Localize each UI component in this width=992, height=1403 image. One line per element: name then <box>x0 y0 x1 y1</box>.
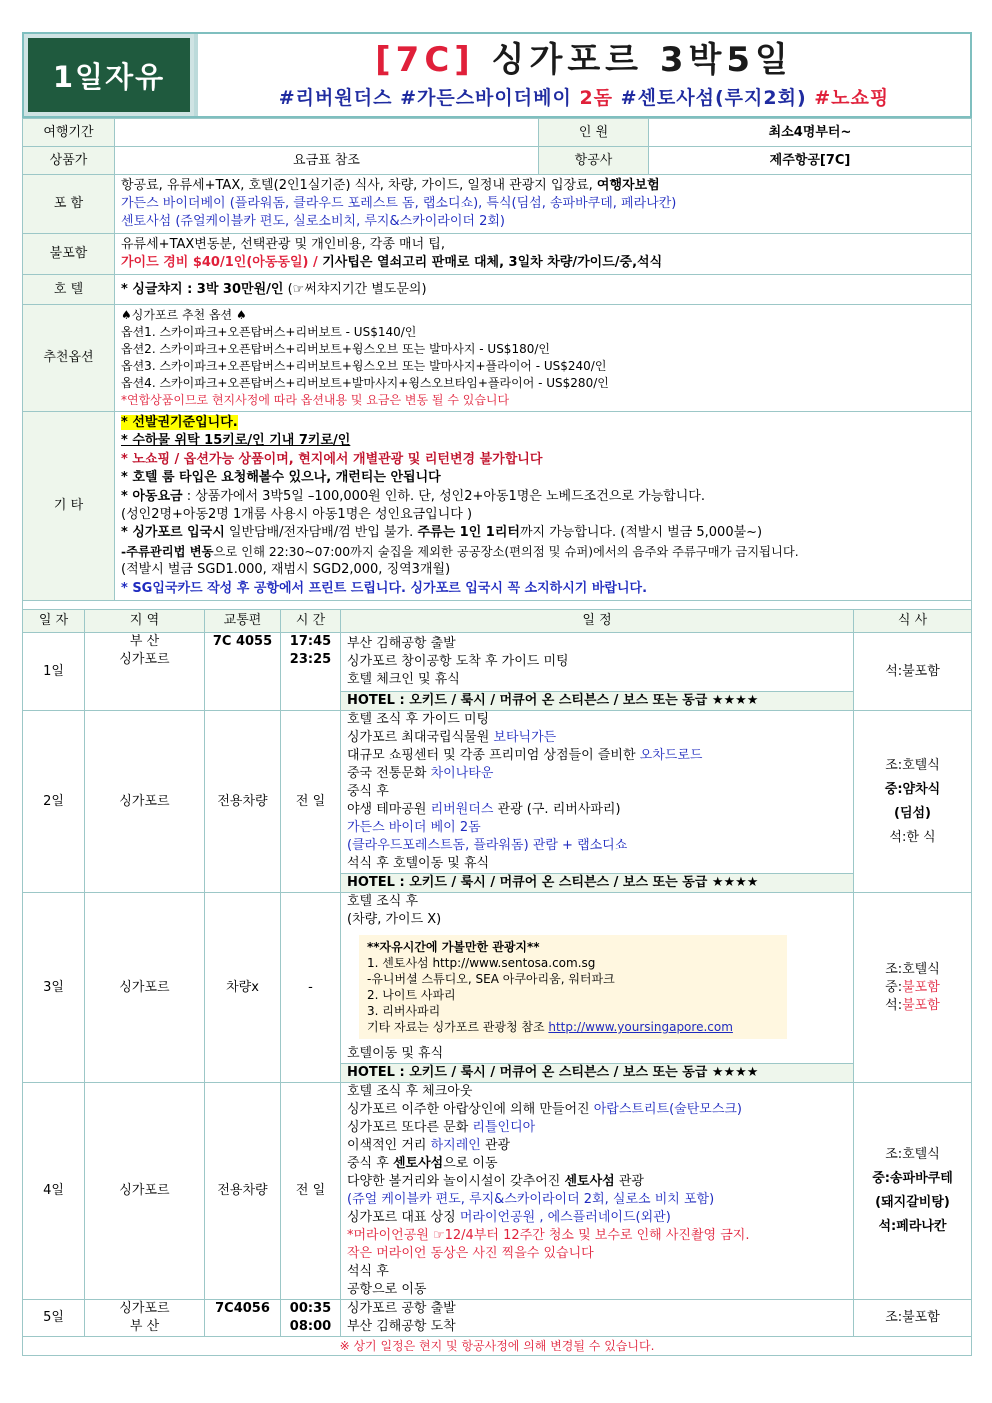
airline-label: 항공사 <box>539 147 649 175</box>
meal-line: (딤섬) <box>894 805 931 821</box>
itinerary-line: 석식 후 호텔이동 및 휴식 <box>347 856 490 872</box>
col-transport: 교통편 <box>205 610 281 633</box>
itinerary-line: 부산 김해공항 도착 <box>347 1319 456 1335</box>
line-text: 중국 전통문화 <box>347 766 431 782</box>
hotel-line: HOTEL : 오키드 / 룩시 / 머큐어 온 스티븐스 / 보스 또는 동급 ★★★★ <box>341 1064 854 1083</box>
day-number: 4일 <box>23 1083 85 1300</box>
surcharge-note: (☞써챠지기간 별도문의) <box>283 281 427 297</box>
day-transport: 7C 4055 <box>205 633 281 711</box>
free-box-line: 2. 나이트 사파리 <box>367 988 456 1003</box>
time-text: 23:25 <box>289 652 332 668</box>
entry-label: * 싱가포르 입국시 <box>121 525 225 541</box>
line-text: 중식 후 <box>347 1156 393 1172</box>
single-charge: * 싱글챠지 : 3박 30만원/인 <box>121 281 284 297</box>
price-value: 요금표 참조 <box>115 147 539 175</box>
place-name: 센토사섬 <box>392 1156 444 1172</box>
hotel-label: 호 텔 <box>23 275 115 305</box>
itinerary-line <box>347 1101 847 1119</box>
info-row-etc <box>23 412 972 601</box>
footer-row <box>23 1337 972 1356</box>
title-code: [7C] <box>375 40 475 80</box>
meal-line <box>858 997 967 1015</box>
free-box-line <box>367 955 779 971</box>
entry-text: 일반담배/전자담배/껌 반입 불가. <box>224 525 418 541</box>
line-text: 으로 이동 <box>443 1156 498 1172</box>
meal-line: 조:호텔식 <box>885 757 940 773</box>
itinerary-line <box>347 747 847 765</box>
child-fare-text: : 상품가에서 3박5일 –100,000원 인하. 단, 성인2+아동1명은 노베드조건으로 가능합니다. <box>182 488 705 504</box>
etc-label: 기 타 <box>23 412 115 601</box>
hotel-line: HOTEL : 오키드 / 룩시 / 머큐어 온 스티븐스 / 보스 또는 동급 ★★★★ <box>341 874 854 893</box>
day-time: - <box>281 893 341 1083</box>
title-text: 싱가포르 3박5일 <box>474 40 793 80</box>
include-label: 포 함 <box>23 175 115 234</box>
itinerary-line <box>347 1173 847 1191</box>
child-fare-label: * 아동요금 <box>121 488 183 504</box>
itinerary-line: 호텔 조식 후 가이드 미팅 <box>347 712 490 728</box>
line-text: 야생 테마공원 <box>347 802 431 818</box>
etc-line: * 호텔 룸 타입은 요청해볼수 있으나, 개런티는 안됩니다 <box>121 470 441 486</box>
hotel-value <box>115 275 972 305</box>
info-row-include <box>23 175 972 234</box>
place-name: 리틀인디아 <box>472 1120 536 1136</box>
info-table <box>22 118 972 601</box>
day-meal <box>854 711 972 893</box>
day-itinerary <box>341 1300 854 1337</box>
itinerary-line: 호텔 체크인 및 휴식 <box>347 672 460 688</box>
itinerary-line: 공항으로 이동 <box>347 1282 427 1298</box>
meal-line: 석:페라나칸 <box>878 1219 947 1235</box>
line-text: 관광 <box>480 1138 511 1154</box>
baggage-rule: * 수하물 위탁 15키로/인 기내 7키로/인 <box>121 433 351 449</box>
day-itinerary <box>341 633 854 692</box>
itinerary-line <box>347 1155 847 1173</box>
period-label: 여행기간 <box>23 119 115 147</box>
meal-line <box>858 979 967 997</box>
meal-line: (돼지갈비탕) <box>875 1195 950 1211</box>
day-meal <box>854 893 972 1083</box>
line-text: 싱가포르 최대국립식물원 <box>347 730 494 746</box>
etc-line <box>121 432 965 450</box>
info-row-period <box>23 119 972 147</box>
etc-line: * 노쇼핑 / 옵션가능 상품이며, 현지에서 개별관광 및 리턴변경 불가합니다 <box>121 451 543 467</box>
line-text: 관광 (구. 리버사파리) <box>493 802 621 818</box>
option-item: 옵션1. 스카이파크+오픈탑버스+리버보트 - US$140/인 <box>121 325 417 339</box>
free-box-line: -유니버셜 스튜디오, SEA 아쿠아리움, 워터파크 <box>367 972 615 987</box>
col-region: 지 역 <box>85 610 205 633</box>
include-line: 센토사섬 (쥬얼케이블카 편도, 실로소비치, 루지&스카이라이더 2회) <box>121 214 505 229</box>
line-text: 기타 자료는 싱가포르 관광청 참조 <box>367 1020 549 1035</box>
info-row-options <box>23 305 972 412</box>
footer-note: ※ 상기 일정은 현지 및 항공사정에 의해 변경될 수 있습니다. <box>23 1337 972 1356</box>
period-value <box>115 119 539 147</box>
itinerary-line: 가든스 바이더 베이 2돔 <box>347 820 481 836</box>
etc-line <box>121 543 965 561</box>
main-title <box>375 40 793 80</box>
day-meal: 조:불포함 <box>854 1300 972 1337</box>
sub-title-part: #리버원더스 #가든스바이더베이 <box>278 87 580 109</box>
day-number: 3일 <box>23 893 85 1083</box>
meal-line: 조:호텔식 <box>885 961 940 977</box>
place-name: 하지레인 <box>430 1138 481 1154</box>
title-box <box>194 34 970 116</box>
free-day-tag: 1일자유 <box>24 34 194 116</box>
itinerary-line: (클라우드포레스트돔, 플라워돔) 관람 + 랩소디쇼 <box>347 838 628 854</box>
day-region <box>85 633 205 711</box>
etc-line <box>121 524 965 542</box>
line-text: 대규모 쇼핑센터 및 각종 프리미엄 상점들이 즐비한 <box>347 748 640 764</box>
include-line: 가든스 바이더베이 (플라워돔, 클라우드 포레스트 돔, 랩소디쇼), 특식(딤섬, 송파바쿠데, 페라나칸) <box>121 196 677 211</box>
meal-text: 중: <box>885 979 903 995</box>
day-time: 전 일 <box>281 1083 341 1300</box>
option-item: 옵션2. 스카이파크+오픈탑버스+리버보트+윙스오브 또는 발마사지 - US$180/인 <box>121 342 550 356</box>
info-row-hotel <box>23 275 972 305</box>
itinerary-line: 호텔이동 및 휴식 <box>347 1046 444 1062</box>
col-itinerary: 일 정 <box>341 610 854 633</box>
free-box-line <box>367 1019 779 1035</box>
people-value: 최소4명부터~ <box>649 119 972 147</box>
meal-text: 석: <box>885 997 903 1013</box>
place-name: 머라이언공원 , 에스플러네이드(외관) <box>459 1210 671 1226</box>
etc-line: (성인2명+아동2명 1개룸 사용시 아동1명은 성인요금입니다 ) <box>121 507 473 523</box>
place-name: 오차드로드 <box>639 748 703 764</box>
sub-title <box>279 83 889 110</box>
airline-value: 제주항공[7C] <box>649 147 972 175</box>
col-time: 시 간 <box>281 610 341 633</box>
place-name: 리버원더스 <box>430 802 494 818</box>
exclude-label: 불포함 <box>23 234 115 275</box>
col-meal: 식 사 <box>854 610 972 633</box>
include-insurance: 여행자보험 <box>596 178 660 193</box>
line-text: 싱가포르 대표 상징 <box>347 1210 460 1226</box>
etc-value <box>115 412 972 601</box>
meal-line: 중:얌차식 <box>884 781 941 797</box>
itinerary-line: (쥬얼 케이블카 편도, 루지&스카이라이더 2회, 실로소 비치 포함) <box>347 1192 715 1208</box>
etc-line <box>121 414 965 432</box>
day-itinerary <box>341 1083 854 1300</box>
meal-excluded: 불포함 <box>902 997 940 1013</box>
line-text: 관광 <box>614 1174 644 1190</box>
itinerary-line: 부산 김해공항 출발 <box>347 636 456 652</box>
itinerary-line <box>347 1209 847 1227</box>
day-transport: 전용차량 <box>205 711 281 893</box>
day-time <box>281 633 341 711</box>
region-text: 부 산 <box>129 1319 160 1335</box>
day-number: 2일 <box>23 711 85 893</box>
itinerary-line <box>347 1119 847 1137</box>
schedule-header-row <box>23 610 972 633</box>
option-item: 옵션4. 스카이파크+오픈탑버스+리버보트+발마사지+윙스오브타임+플라이어 - US$280/인 <box>121 376 609 390</box>
day-meal: 석:불포함 <box>854 633 972 711</box>
itinerary-line: (차량, 가이드 X) <box>347 912 442 928</box>
option-title: ♠싱가포르 추천 옵션 ♠ <box>121 308 247 322</box>
day-meal <box>854 1083 972 1300</box>
day-region: 싱가포르 <box>85 711 205 893</box>
time-text: 08:00 <box>289 1319 332 1335</box>
info-row-price <box>23 147 972 175</box>
free-box-title: **자유시간에 가볼만한 관광지** <box>367 940 540 955</box>
itinerary-line: *머라이언공원 ☞12/4부터 12주간 청소 및 보수로 인해 사진촬영 금지. <box>347 1228 750 1244</box>
itinerary-line: 중식 후 <box>347 784 389 800</box>
time-text: 00:35 <box>289 1301 332 1317</box>
day-transport: 전용차량 <box>205 1083 281 1300</box>
region-text: 부 산 <box>129 634 160 650</box>
include-value <box>115 175 972 234</box>
day-time: 전 일 <box>281 711 341 893</box>
guide-fee: 가이드 경비 $40/1인(아동동일) / <box>121 255 323 270</box>
itinerary-line <box>347 765 847 783</box>
sub-title-highlight: #노쇼핑 <box>814 87 890 109</box>
line-text: 이색적인 거리 <box>347 1138 431 1154</box>
itinerary-line: 호텔 조식 후 체크아웃 <box>347 1084 473 1100</box>
option-label: 추천옵션 <box>23 305 115 412</box>
day-row <box>23 633 972 692</box>
exclude-line <box>121 254 965 272</box>
free-time-box <box>359 935 787 1039</box>
liquor-law-text: 으로 인해 22:30~07:00까지 술집을 제외한 공공장소(편의점 및 슈퍼)에서의 음주와 주류구매가 금지됩니다. <box>213 544 799 559</box>
day-itinerary <box>341 711 854 874</box>
people-label: 인 원 <box>539 119 649 147</box>
day-region <box>85 1300 205 1337</box>
etc-line <box>121 488 965 506</box>
etc-line: * SG입국카드 작성 후 공항에서 프린트 드립니다. 싱가포르 입국시 꼭 소지하시기 바랍니다. <box>121 580 648 596</box>
table-gap <box>22 601 972 609</box>
itinerary-line <box>347 1137 847 1155</box>
col-day: 일 자 <box>23 610 85 633</box>
itinerary-line: 싱가포르 공항 출발 <box>347 1301 456 1317</box>
sentosa-link[interactable]: http://www.sentosa.com.sg <box>432 956 596 971</box>
sub-title-part: #센토사섬(루지2회) <box>613 87 815 109</box>
day-row <box>23 1300 972 1337</box>
itinerary-line: 호텔 조식 후 <box>347 894 419 910</box>
line-text: 싱가포르 이주한 아랍상인에 의해 만들어진 <box>347 1102 594 1118</box>
include-line <box>121 177 965 195</box>
hotel-line: HOTEL : 오키드 / 룩시 / 머큐어 온 스티븐스 / 보스 또는 동급 ★★★★ <box>341 692 854 711</box>
price-label: 상품가 <box>23 147 115 175</box>
day-transport: 7C4056 <box>205 1300 281 1337</box>
option-value <box>115 305 972 412</box>
free-box-line: 3. 리버사파리 <box>367 1004 441 1019</box>
place-name: 아랍스트리트(술탄모스크) <box>593 1102 743 1118</box>
etc-line: (적발시 벌금 SGD1.000, 재범시 SGD2,000, 징역3개월) <box>121 562 451 578</box>
day-row <box>23 893 972 1064</box>
itinerary-line: 석식 후 <box>347 1264 389 1280</box>
meal-line: 중:송파바쿠테 <box>872 1171 953 1187</box>
meal-excluded: 불포함 <box>902 979 940 995</box>
option-item: 옵션3. 스카이파크+오픈탑버스+리버보트+윙스오브 또는 발마사지+플라이어 - US$240/인 <box>121 359 607 373</box>
sub-title-highlight: 2돔 <box>579 87 614 109</box>
itinerary-line <box>347 801 847 819</box>
option-note: *연합상품이므로 현지사정에 따라 옵션내용 및 요금은 변동 될 수 있습니다 <box>121 393 510 407</box>
day-number: 5일 <box>23 1300 85 1337</box>
day-number: 1일 <box>23 633 85 711</box>
day-row <box>23 1083 972 1300</box>
info-row-exclude <box>23 234 972 275</box>
line-text: 1. 센토사섬 <box>367 956 433 971</box>
day-row <box>23 711 972 874</box>
entry-text: 까지 가능합니다. (적발시 벌금 5,000불~) <box>519 525 763 541</box>
day-transport: 차량x <box>205 893 281 1083</box>
include-text: 항공료, 유류세+TAX, 호텔(2인1실기준) 식사, 차량, 가이드, 일정내 관광지 입장료, <box>121 178 597 193</box>
ticket-basis: * 선발권기준입니다. <box>121 415 238 430</box>
place-name: 차이나타운 <box>430 766 494 782</box>
line-text: 싱가포르 또다른 문화 <box>347 1120 473 1136</box>
exclude-line: 유류세+TAX변동분, 선택관광 및 개인비용, 각종 매너 팁, <box>121 237 445 252</box>
header <box>22 32 972 118</box>
meal-line: 조:호텔식 <box>885 1147 940 1163</box>
meal-line: 석:한 식 <box>889 829 936 845</box>
day-itinerary <box>341 893 854 1064</box>
itinerary-line: 싱가포르 창이공항 도착 후 가이드 미팅 <box>347 654 569 670</box>
day-region: 싱가포르 <box>85 1083 205 1300</box>
itinerary-line <box>347 729 847 747</box>
place-name: 보타닉가든 <box>493 730 557 746</box>
itinerary-line: 작은 머라이언 동상은 사진 찍을수 있습니다 <box>347 1246 594 1262</box>
tourism-board-link[interactable]: http://www.yoursingapore.com <box>548 1020 733 1035</box>
liquor-limit: 주류는 1인 1리터 <box>417 525 520 541</box>
region-text: 싱가포르 <box>119 652 170 668</box>
driver-tip: 기사팁은 열쇠고리 판매로 대체, 3일차 차량/가이드/중,석식 <box>322 255 663 270</box>
place-name: 센토사섬 <box>564 1174 615 1190</box>
exclude-value <box>115 234 972 275</box>
time-text: 17:45 <box>289 634 332 650</box>
day-region: 싱가포르 <box>85 893 205 1083</box>
schedule-table <box>22 609 972 1356</box>
day-time <box>281 1300 341 1337</box>
liquor-law-label: -주류관리법 변동 <box>121 544 214 559</box>
itinerary-page <box>22 32 972 1356</box>
region-text: 싱가포르 <box>119 1301 170 1317</box>
line-text: 다양한 볼거리와 놀이시설이 갖추어진 <box>347 1174 565 1190</box>
